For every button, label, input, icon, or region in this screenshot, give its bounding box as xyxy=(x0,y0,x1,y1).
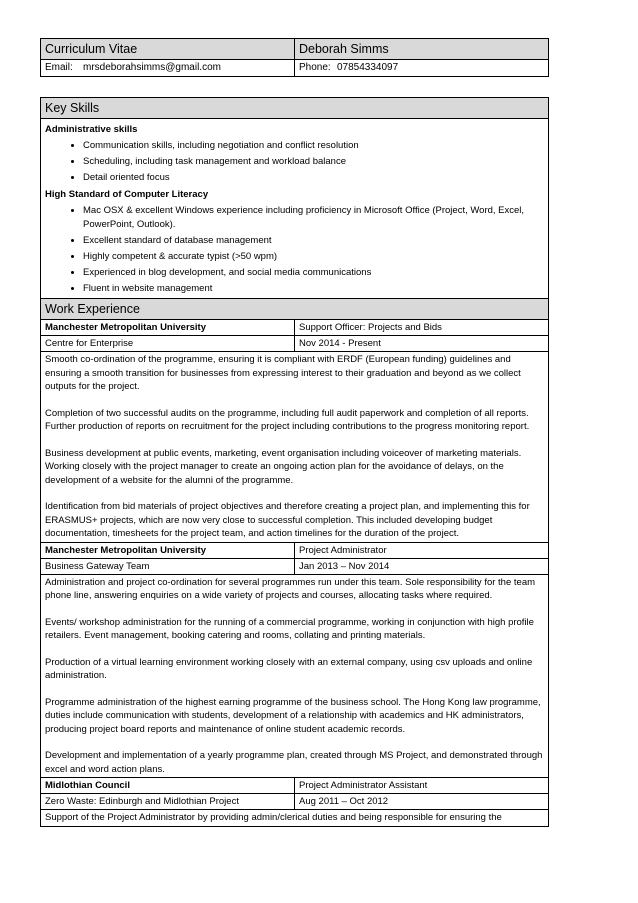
email-cell xyxy=(41,60,295,77)
main-table xyxy=(40,97,549,827)
job-dates: Nov 2014 - Present xyxy=(295,336,549,352)
cv-page xyxy=(40,38,549,827)
skill-item: • Scheduling, including task management and workload balance xyxy=(83,155,544,169)
job-paragraph: Programme administration of the highest earning programme of the business school. The Hong Kong law programme, duties include communication with students, development of a relationship with academics and HK administrators, producing project board reports and maintenance of online student academic records. xyxy=(45,696,541,735)
job-paragraph: Production of a virtual learning environment working closely with an external company, using csv uploads and online administration. xyxy=(45,656,533,682)
section-spacer xyxy=(40,77,549,97)
email-label: Email: xyxy=(45,62,73,73)
key-skills-body xyxy=(41,119,549,299)
skill-item: • Fluent in website management xyxy=(83,282,544,296)
job-employer: Manchester Metropolitan University xyxy=(41,542,295,558)
skill-group-title: High Standard of Computer Literacy xyxy=(45,189,209,201)
job-paragraph: Completion of two successful audits on the programme, including full audit paperwork and completion of all reports. Further production of reports on recruitment for the project including contributions to the progress monitoring report. xyxy=(45,407,530,433)
job-dates: Jan 2013 – Nov 2014 xyxy=(295,558,549,574)
job-department: Business Gateway Team xyxy=(41,558,295,574)
skill-item: • Highly competent & accurate typist (>50 wpm) xyxy=(83,250,544,264)
skill-item: • Mac OSX & excellent Windows experience including proficiency in Microsoft Office (Project, Word, Excel, PowerPoint, Outlook). xyxy=(83,204,544,231)
job-role: Project Administrator Assistant xyxy=(295,778,549,794)
skill-item: • Experienced in blog development, and social media communications xyxy=(83,266,544,280)
job-description xyxy=(41,810,549,827)
job-description xyxy=(41,352,549,543)
job-dates: Aug 2011 – Oct 2012 xyxy=(295,794,549,810)
email-address: mrsdeborahsimms@gmail.com xyxy=(83,62,221,73)
candidate-name: Deborah Simms xyxy=(295,39,549,60)
job-paragraph: Identification from bid materials of project objectives and therefore creating a project plan, and implementing this for ERASMUS+ projects, which are now very close to successful completion. This included developing budget documentation, timesheets for the project team, and action timelines for the duration of the project. xyxy=(45,501,530,540)
job-paragraph: Business development at public events, marketing, event organisation including voiceover of marketing materials. Working closely with the project manager to create an ongoing action plan for the avoidance of delays, on the development of a website for the alumni of the programme. xyxy=(45,447,522,486)
job-paragraph: Development and implementation of a yearly programme plan, created through MS Project, and demonstrated through excel and word action plans. xyxy=(45,750,543,775)
work-experience-heading: Work Experience xyxy=(41,299,549,320)
job-role: Project Administrator xyxy=(295,542,549,558)
job-paragraph: Smooth co-ordination of the programme, ensuring it is compliant with ERDF (European funding) guidelines and ensuring a smooth transition for businesses from expressing interest to their graduation and beyond as we collect outputs for the project. xyxy=(45,354,521,393)
job-employer: Manchester Metropolitan University xyxy=(41,320,295,336)
job-description xyxy=(41,574,549,778)
skill-item: • Excellent standard of database management xyxy=(83,234,544,248)
document-title: Curriculum Vitae xyxy=(41,39,295,60)
phone-cell xyxy=(295,60,549,77)
job-paragraph: Support of the Project Administrator by providing admin/clerical duties and being responsible for ensuring the xyxy=(45,812,502,824)
phone-number: 07854334097 xyxy=(337,62,399,73)
job-department: Centre for Enterprise xyxy=(41,336,295,352)
phone-label: Phone: xyxy=(299,62,331,73)
job-paragraph: Administration and project co-ordination for several programmes run under this team. Sole responsibility for the team phone line, answering enquiries on a wide variety of projects and courses, allocating tasks where required. xyxy=(45,576,536,602)
skill-list xyxy=(45,204,544,295)
skill-list xyxy=(45,139,544,184)
job-paragraph: Events/ workshop administration for the running of a commercial programme, working in conjunction with high profile retailers. Event management, booking catering and rooms, collating and printing materials. xyxy=(45,616,534,642)
skill-item: • Detail oriented focus xyxy=(83,171,544,185)
skill-item: • Communication skills, including negotiation and conflict resolution xyxy=(83,139,544,153)
key-skills-heading: Key Skills xyxy=(41,98,549,119)
header-table xyxy=(40,38,549,77)
job-role: Support Officer: Projects and Bids xyxy=(295,320,549,336)
skill-group-title: Administrative skills xyxy=(45,124,138,135)
job-employer: Midlothian Council xyxy=(41,778,295,794)
job-department: Zero Waste: Edinburgh and Midlothian Project xyxy=(41,794,295,810)
